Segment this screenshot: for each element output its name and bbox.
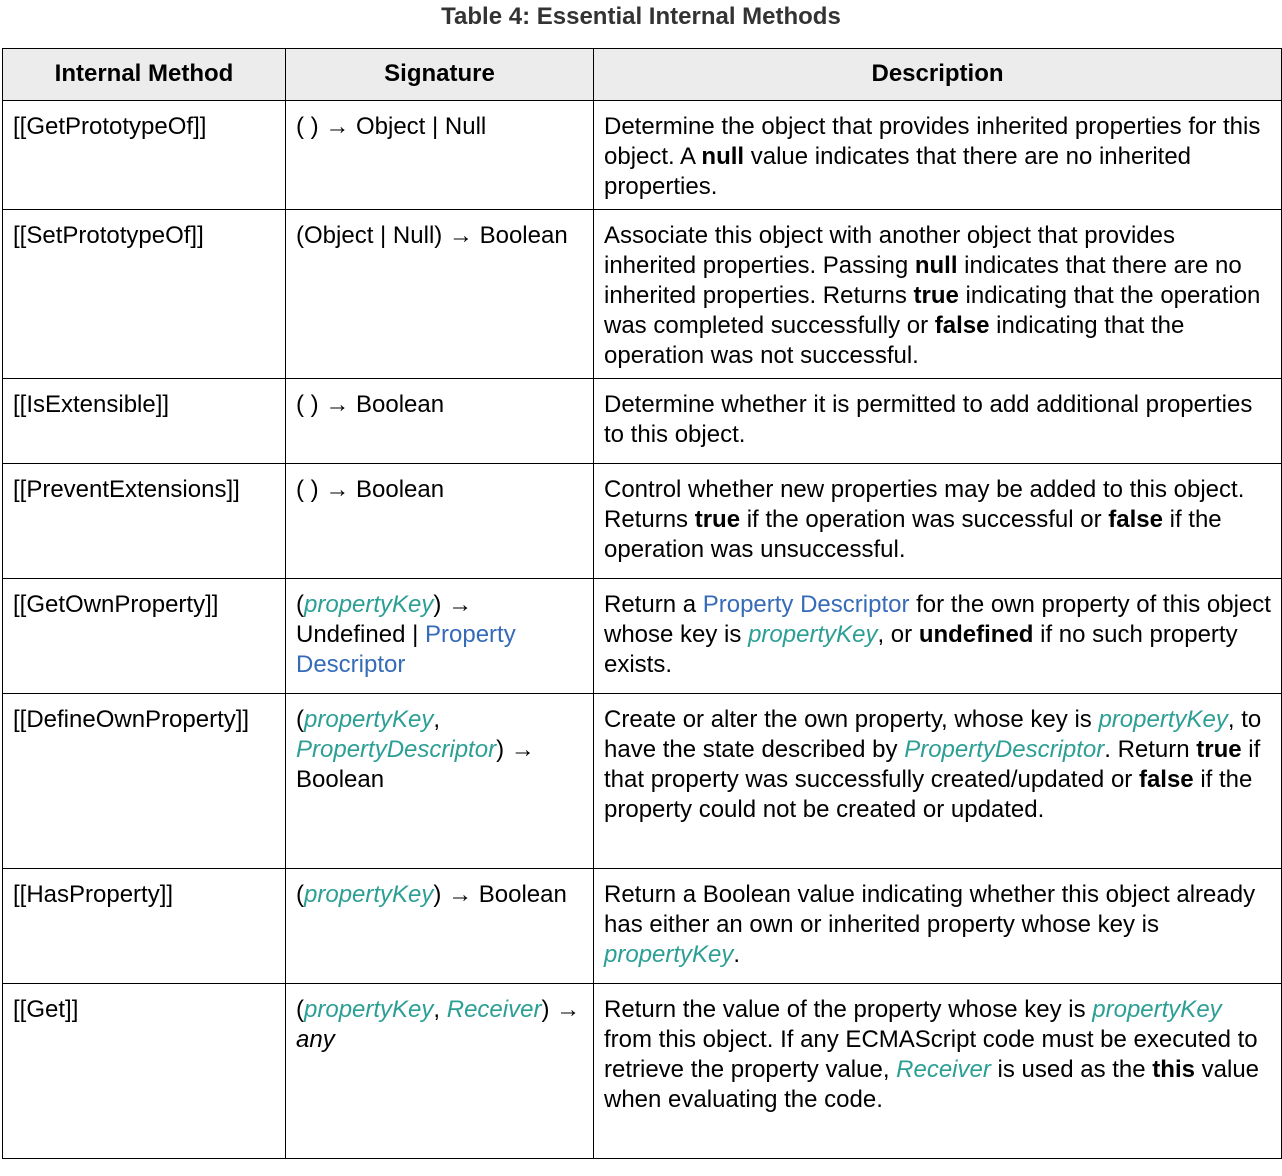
header-signature: Signature: [286, 49, 594, 101]
cell-text: Return the value of the property whose key is: [604, 996, 1093, 1023]
variable-ref: Receiver: [896, 1056, 991, 1083]
table-row: [3, 101, 1282, 210]
cell-text: if that property was successfully created/updated or: [604, 736, 1261, 793]
cell-text: , or: [877, 621, 919, 648]
description-cell: [594, 210, 1282, 379]
variable-ref: PropertyDescriptor: [904, 736, 1105, 763]
description-cell: [594, 984, 1282, 1159]
variable-ref: PropertyDescriptor: [296, 736, 497, 763]
cell-text: indicating that the operation was completed successfully or: [604, 282, 1261, 339]
description-cell: [594, 694, 1282, 869]
cell-text: ( ) → Object | Null: [296, 113, 487, 140]
cell-text: if no such property exists.: [604, 621, 1238, 678]
method-cell: [[PreventExtensions]]: [3, 464, 286, 579]
description-cell: [594, 101, 1282, 210]
variable-ref: propertyKey: [748, 621, 878, 648]
signature-cell: [286, 210, 594, 379]
cell-text: ) → Boolean: [433, 881, 567, 908]
keyword: this: [1152, 1056, 1195, 1083]
method-cell: [[SetPrototypeOf]]: [3, 210, 286, 379]
method-cell: [[HasProperty]]: [3, 869, 286, 984]
cell-text: ( ) → Boolean: [296, 476, 445, 503]
cell-text: (Object | Null) → Boolean: [296, 222, 568, 249]
description-cell: [594, 464, 1282, 579]
property-descriptor-link[interactable]: Property Descriptor: [296, 621, 516, 678]
cell-text: ,: [433, 996, 447, 1023]
description-cell: [594, 379, 1282, 464]
keyword: false: [1108, 506, 1163, 533]
cell-text: Control whether new properties may be added to this object. Returns: [604, 476, 1245, 533]
type-name: any: [296, 1026, 335, 1053]
keyword: true: [694, 506, 741, 533]
cell-text: if the operation was unsuccessful.: [604, 506, 1222, 563]
cell-text: value indicates that there are no inherited properties.: [604, 143, 1192, 200]
cell-text: (: [296, 591, 304, 618]
cell-text: (: [296, 996, 304, 1023]
keyword: undefined: [918, 621, 1034, 648]
cell-text: Determine whether it is permitted to add additional properties to this object.: [604, 391, 1253, 448]
table-row: [3, 579, 1282, 694]
variable-ref: propertyKey: [1092, 996, 1222, 1023]
cell-text: (: [296, 706, 304, 733]
method-cell: [[IsExtensible]]: [3, 379, 286, 464]
cell-text: is used as the: [990, 1056, 1153, 1083]
signature-cell: [286, 984, 594, 1159]
cell-text: for the own property of this object whose key is: [604, 591, 1271, 648]
table-caption: Table 4: Essential Internal Methods: [441, 3, 841, 30]
signature-cell: [286, 694, 594, 869]
signature-cell: [286, 579, 594, 694]
cell-text: . Return: [1104, 736, 1197, 763]
cell-text: (: [296, 881, 304, 908]
table-row: [3, 210, 1282, 379]
cell-text: ) →: [541, 996, 581, 1023]
signature-cell: [286, 464, 594, 579]
signature-cell: [286, 379, 594, 464]
keyword: true: [913, 282, 959, 309]
cell-text: Return a Boolean value indicating whether this object already has either an own or inherited property whose key is: [604, 881, 1256, 938]
variable-ref: Receiver: [446, 996, 542, 1023]
property-descriptor-link[interactable]: Property Descriptor: [702, 591, 910, 618]
cell-text: Create or alter the own property, whose key is: [604, 706, 1099, 733]
method-cell: [[DefineOwnProperty]]: [3, 694, 286, 869]
cell-text: ( ) → Boolean: [296, 391, 445, 418]
header-internal-method: Internal Method: [3, 49, 286, 101]
description-cell: [594, 869, 1282, 984]
cell-text: Associate this object with another object that provides inherited properties. Passing: [604, 222, 1175, 279]
variable-ref: propertyKey: [304, 706, 434, 733]
cell-text: indicating that the operation was not successful.: [604, 312, 1185, 369]
essential-internal-methods-table: [2, 48, 1282, 1159]
signature-cell: [286, 101, 594, 210]
variable-ref: propertyKey: [1098, 706, 1228, 733]
keyword: null: [701, 143, 745, 170]
cell-text: ) → Undefined |: [296, 591, 473, 648]
cell-text: from this object. If any ECMAScript code must be executed to retrieve the property value,: [604, 1026, 1258, 1083]
cell-text: ) → Boolean: [296, 736, 535, 793]
cell-text: indicates that there are no inherited properties. Returns: [604, 252, 1242, 309]
table-row: [3, 464, 1282, 579]
method-cell: [[Get]]: [3, 984, 286, 1159]
keyword: false: [934, 312, 990, 339]
variable-ref: propertyKey: [604, 941, 734, 968]
cell-text: ,: [433, 706, 441, 733]
table-row: [3, 379, 1282, 464]
cell-text: Return a: [604, 591, 703, 618]
table-row: [3, 869, 1282, 984]
method-cell: [[GetPrototypeOf]]: [3, 101, 286, 210]
cell-text: , to have the state described by: [604, 706, 1262, 763]
cell-text: if the operation was successful or: [740, 506, 1109, 533]
keyword: true: [1196, 736, 1242, 763]
description-cell: [594, 579, 1282, 694]
keyword: null: [914, 252, 958, 279]
cell-text: value when evaluating the code.: [604, 1056, 1260, 1113]
table-row: [3, 694, 1282, 869]
signature-cell: [286, 869, 594, 984]
table-header-row: [3, 49, 1282, 101]
table-row: [3, 984, 1282, 1159]
variable-ref: propertyKey: [304, 996, 434, 1023]
method-cell: [[GetOwnProperty]]: [3, 579, 286, 694]
variable-ref: propertyKey: [304, 881, 434, 908]
header-description: Description: [594, 49, 1282, 101]
cell-text: if the property could not be created or updated.: [604, 766, 1253, 823]
keyword: false: [1138, 766, 1194, 793]
cell-text: Determine the object that provides inherited properties for this object. A: [604, 113, 1261, 170]
variable-ref: propertyKey: [304, 591, 434, 618]
cell-text: .: [733, 941, 741, 968]
